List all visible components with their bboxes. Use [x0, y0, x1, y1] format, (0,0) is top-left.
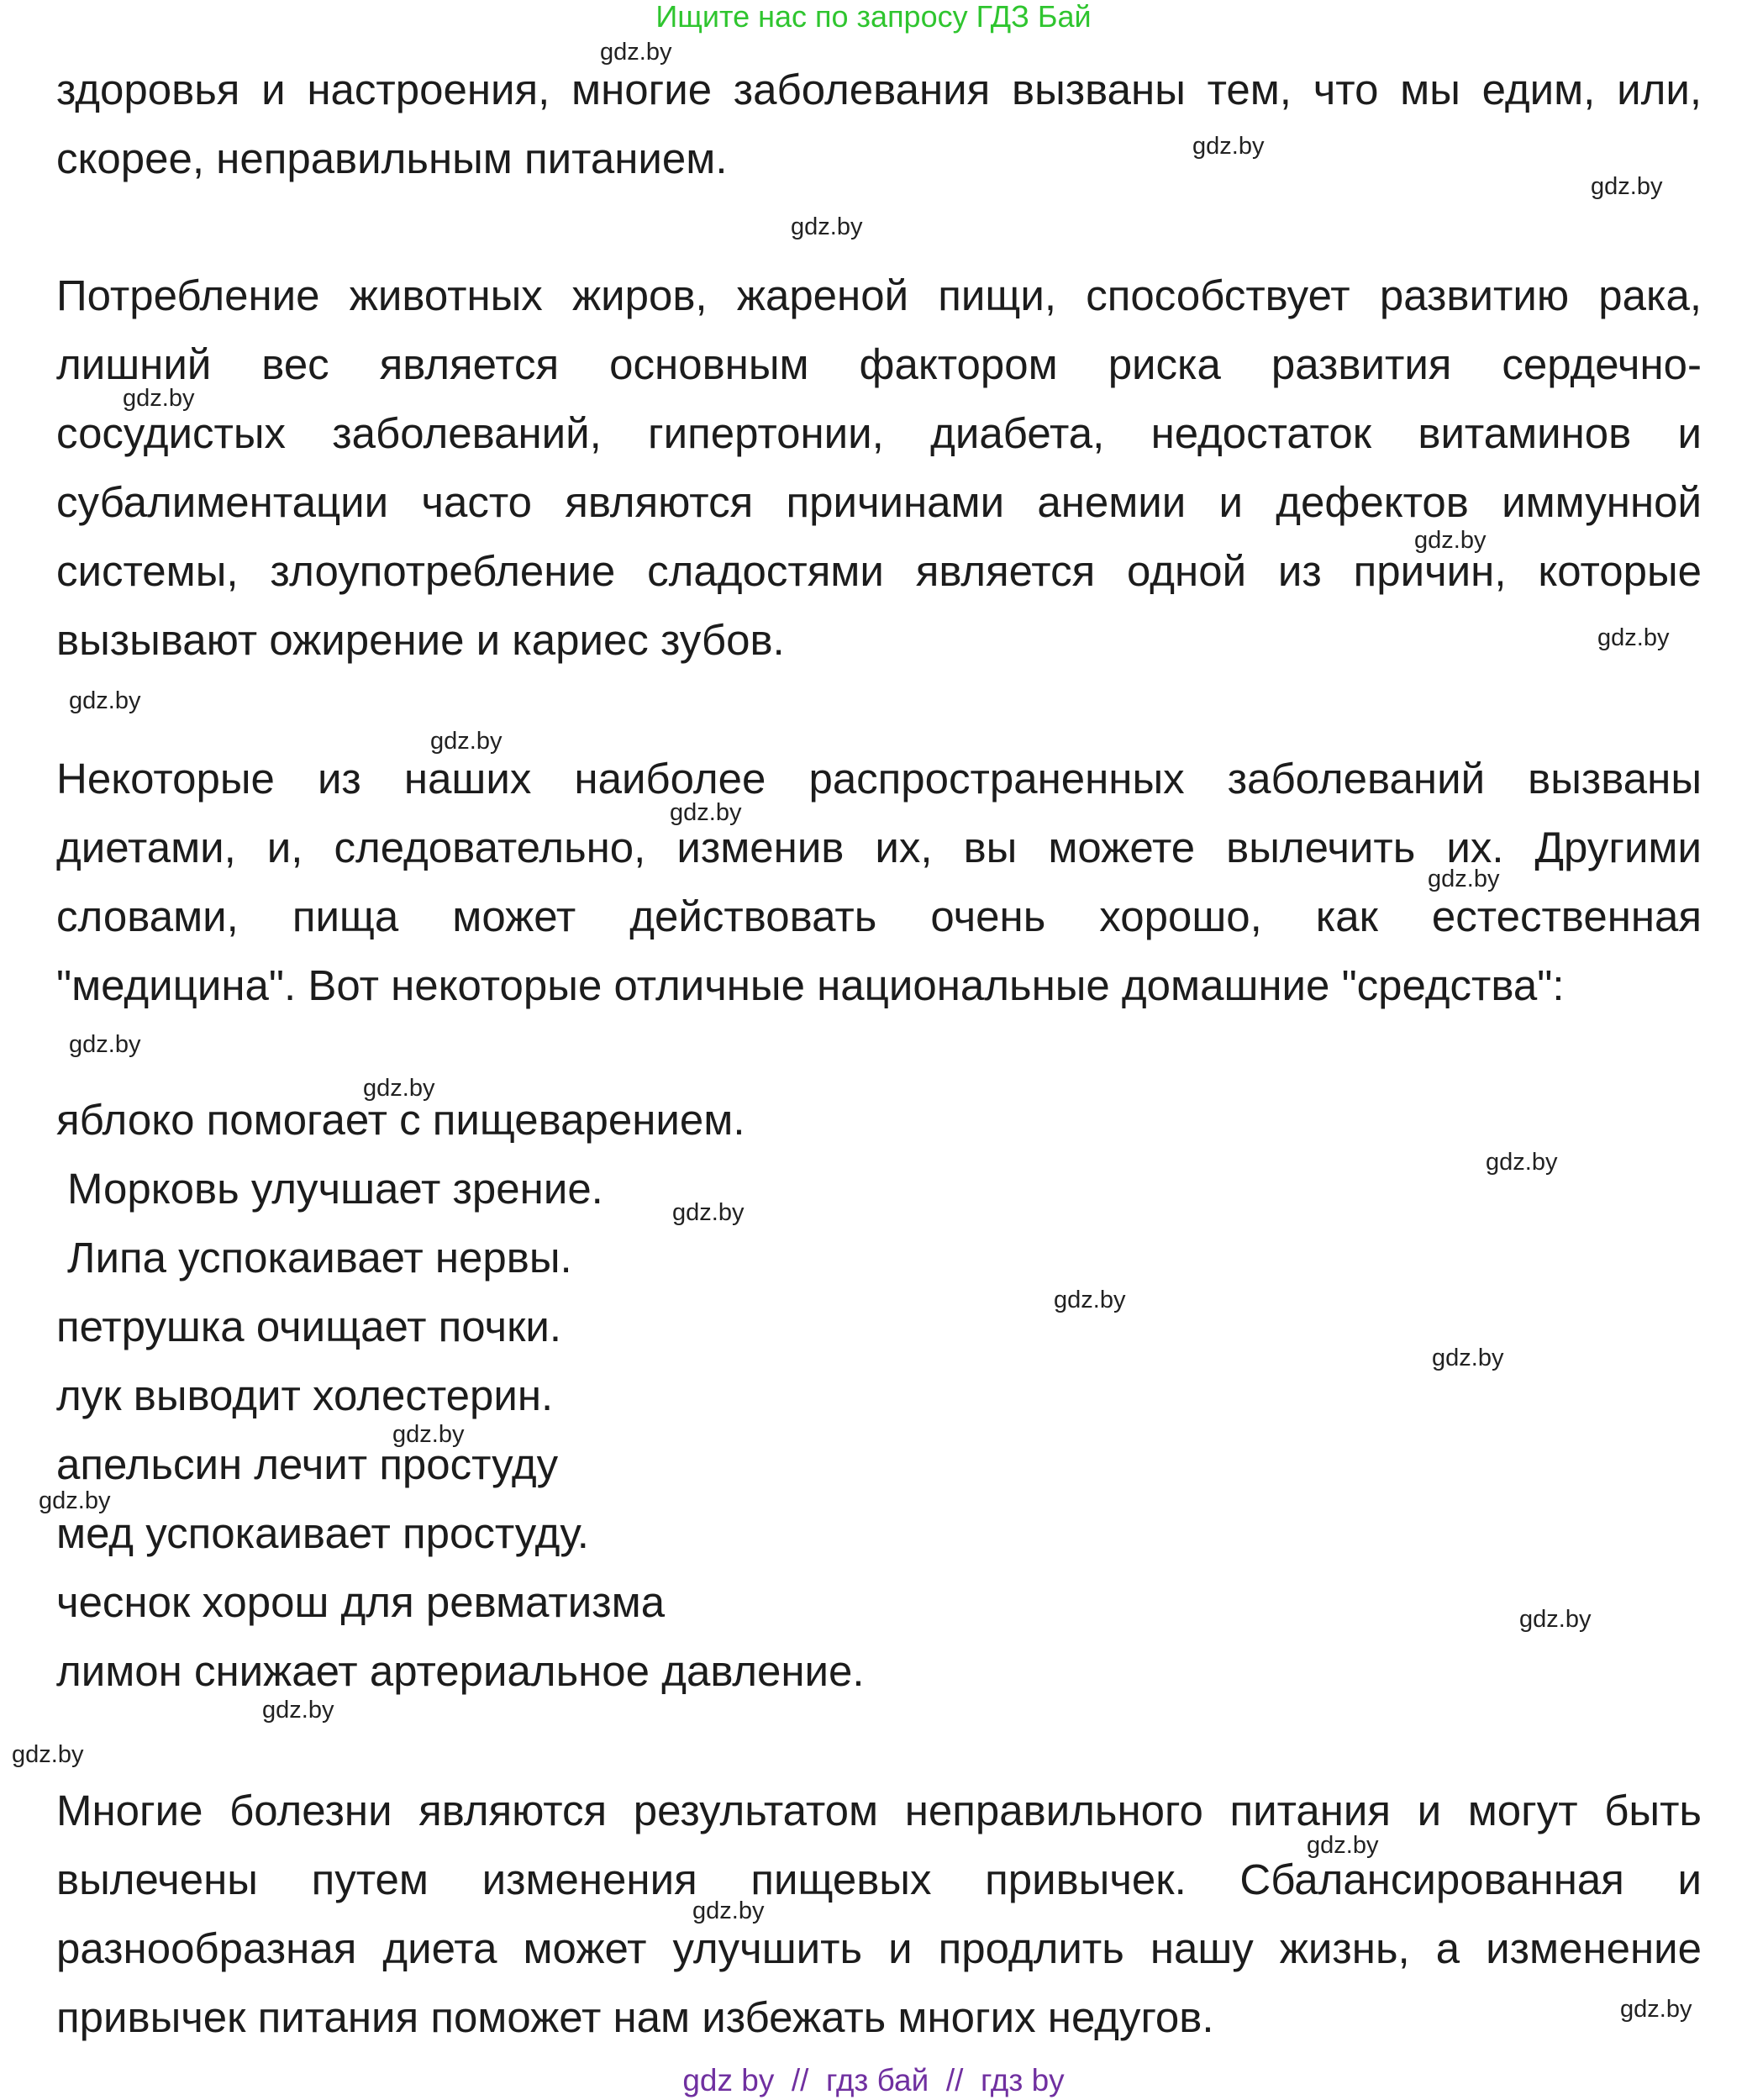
watermark: gdz.by: [670, 799, 742, 826]
text-line: лишний вес является основным фактором риска развития сердечно-: [56, 340, 1702, 388]
text-line: диетами, и, следовательно, изменив их, вы можете вылечить их. Другими: [56, 824, 1702, 871]
watermark: gdz.by: [123, 385, 195, 412]
paragraph-4: [56, 1776, 1702, 2052]
list-item: яблоко помогает с пищеварением.: [56, 1096, 745, 1144]
text-line: Потребление животных жиров, жареной пищи, способствует развитию рака,: [56, 271, 1702, 319]
watermark: gdz.by: [1432, 1345, 1504, 1371]
list-item: чеснок хорош для ревматизма: [56, 1578, 666, 1626]
watermark: gdz.by: [12, 1741, 84, 1768]
watermark: gdz.by: [363, 1075, 435, 1102]
footer-links[interactable]: gdz by // гдз бай // гдз by: [682, 2063, 1065, 2097]
watermark: gdz.by: [39, 1487, 111, 1514]
watermark: gdz.by: [1620, 1996, 1692, 2023]
text-line: привычек питания поможет нам избежать многих недугов.: [56, 1993, 1214, 2041]
text-line: вызывают ожирение и кариес зубов.: [56, 616, 785, 664]
text-line: Многие болезни являются результатом неправильного питания и могут быть: [56, 1787, 1702, 1834]
remedies-list: [56, 1086, 1702, 1706]
watermark: gdz.by: [69, 687, 141, 714]
watermark: gdz.by: [692, 1897, 765, 1924]
list-item: апельсин лечит простуду: [56, 1440, 559, 1488]
text-line: здоровья и настроения, многие заболевания вызваны тем, что мы едим, или,: [56, 66, 1702, 113]
watermark: gdz.by: [1054, 1287, 1126, 1313]
watermark: gdz.by: [392, 1421, 465, 1448]
watermark: gdz.by: [791, 213, 863, 240]
list-item: Морковь улучшает зрение.: [67, 1165, 603, 1213]
paragraph-2: [56, 261, 1702, 675]
text-line: разнообразная диета может улучшить и продлить нашу жизнь, а изменение: [56, 1924, 1702, 1972]
watermark: gdz.by: [1307, 1832, 1379, 1859]
text-line: Некоторые из наших наиболее распространенных заболеваний вызваны: [56, 755, 1702, 803]
watermark: gdz.by: [69, 1031, 141, 1058]
watermark: gdz.by: [1597, 624, 1670, 651]
text-line: "медицина". Вот некоторые отличные национальные домашние "средства":: [56, 961, 1565, 1009]
watermark: gdz.by: [1591, 173, 1663, 200]
watermark: gdz.by: [430, 728, 503, 755]
list-item: Липа успокаивает нервы.: [67, 1234, 572, 1282]
search-banner[interactable]: Ищите нас по запросу ГДЗ Бай: [655, 0, 1092, 34]
watermark: gdz.by: [262, 1697, 334, 1724]
watermark: gdz.by: [1486, 1149, 1558, 1176]
list-item: лимон снижает артериальное давление.: [56, 1647, 865, 1695]
text-line: словами, пища может действовать очень хорошо, как естественная: [56, 892, 1702, 940]
watermark: gdz.by: [1428, 866, 1500, 892]
watermark: gdz.by: [600, 39, 672, 66]
text-line: системы, злоупотребление сладостями является одной из причин, которые: [56, 547, 1702, 595]
watermark: gdz.by: [1414, 527, 1487, 554]
text-line: скорее, неправильным питанием.: [56, 134, 728, 182]
text-line: субалиментации часто являются причинами анемии и дефектов иммунной: [56, 478, 1702, 526]
list-item: лук выводит холестерин.: [56, 1371, 554, 1419]
watermark: gdz.by: [1519, 1606, 1592, 1633]
paragraph-1: [56, 55, 1702, 193]
list-item: мед успокаивает простуду.: [56, 1509, 589, 1557]
list-item: петрушка очищает почки.: [56, 1303, 562, 1350]
text-line: сосудистых заболеваний, гипертонии, диабета, недостаток витаминов и: [56, 409, 1702, 457]
text-line: вылечены путем изменения пищевых привычек. Сбалансированная и: [56, 1855, 1702, 1903]
watermark: gdz.by: [672, 1199, 745, 1226]
watermark: gdz.by: [1192, 133, 1265, 160]
